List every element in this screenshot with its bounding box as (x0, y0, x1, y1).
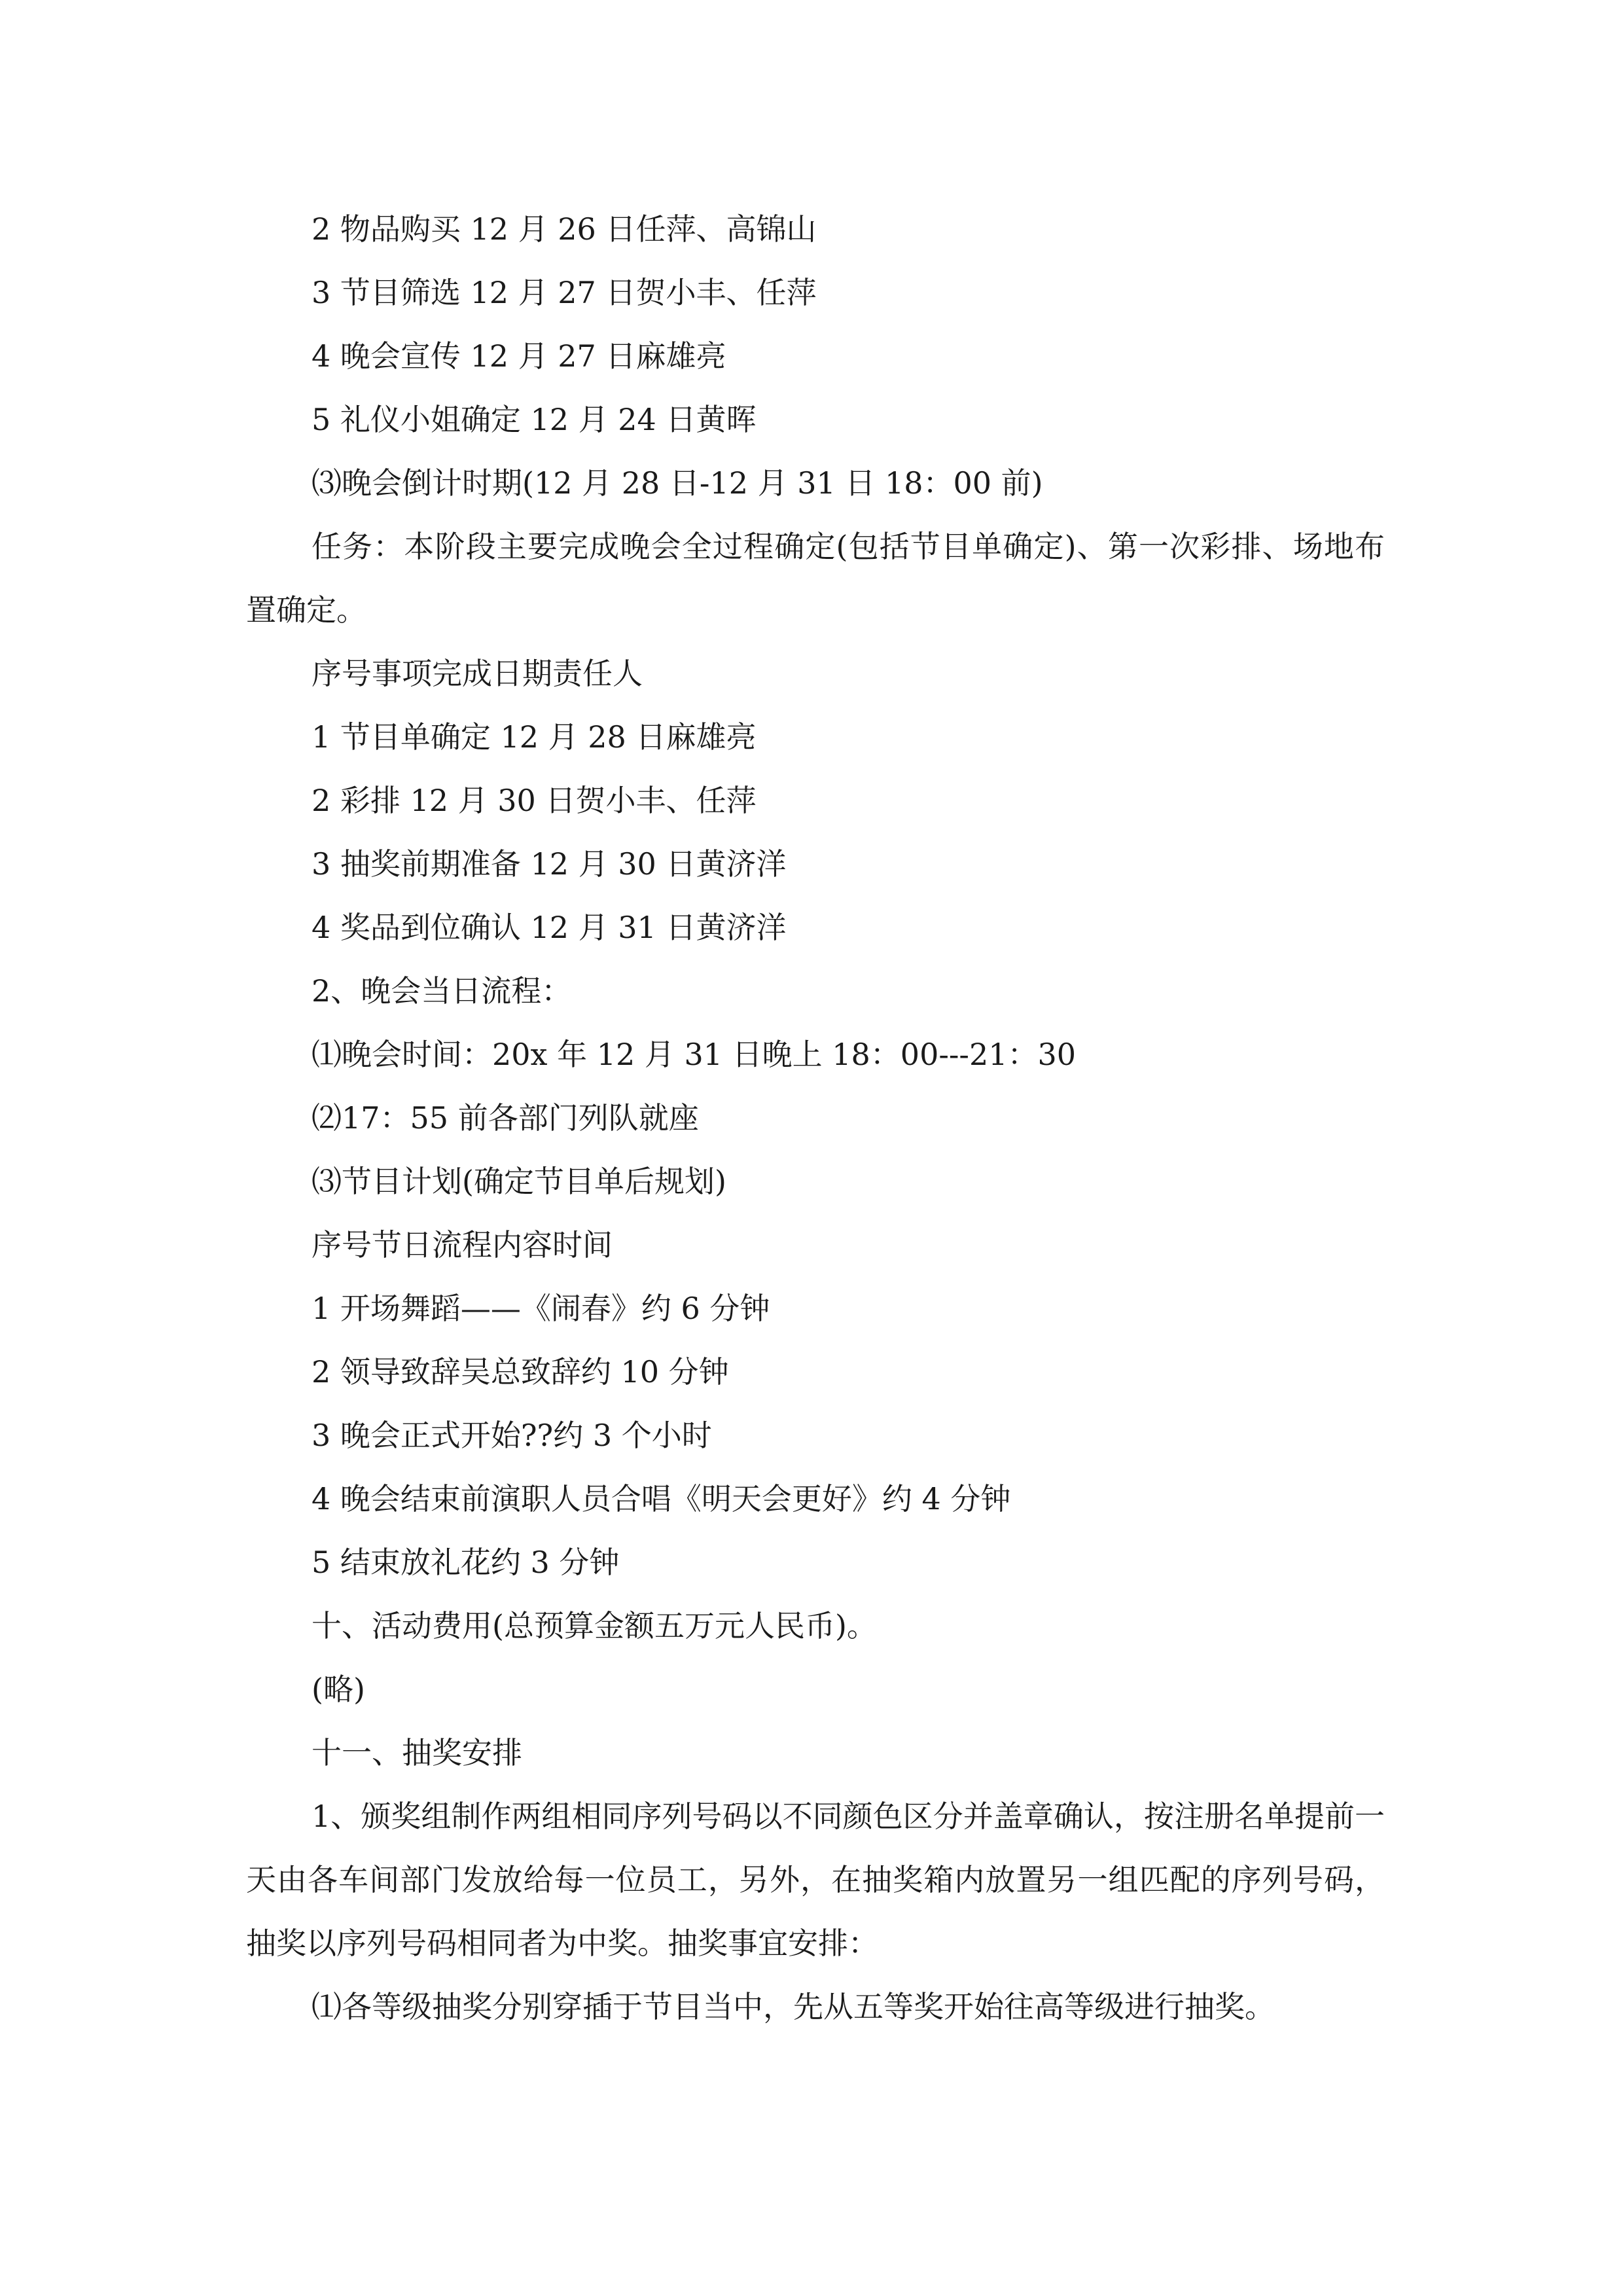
text-line: 4 晚会宣传 12 月 27 日麻雄亮 (312, 338, 726, 374)
text-line: 4 奖品到位确认 12 月 31 日黄济洋 (312, 910, 787, 945)
text-line: (略) (312, 1672, 365, 1707)
document-body (246, 198, 1385, 2039)
text-line: 2 物品购买 12 月 26 日任萍、高锦山 (312, 211, 817, 247)
text-line: 1 开场舞蹈——《闹春》约 6 分钟 (312, 1291, 770, 1326)
text-line: ⑵17：55 前各部门列队就座 (312, 1100, 699, 1136)
text-line: ⑴晚会时间：20x 年 12 月 31 日晚上 18：00---21：30 (312, 1037, 1077, 1072)
section-heading: 十、活动费用(总预算金额五万元人民币)。 (312, 1608, 877, 1643)
text-line: 3 抽奖前期准备 12 月 30 日黄济洋 (312, 846, 787, 882)
paragraph-lottery: 1、颁奖组制作两组相同序列号码以不同颜色区分并盖章确认，按注册名单提前一天由各车间部门发放给每一位员工，另外，在抽奖箱内放置另一组匹配的序列号码，抽奖以序列号码相同者为中奖。抽奖事宜安排： (246, 1799, 1385, 1961)
text-line: ⑶节目计划(确定节目单后规划) (312, 1164, 726, 1199)
text-line: 2 领导致辞吴总致辞约 10 分钟 (312, 1354, 729, 1390)
text-line: 3 节目筛选 12 月 27 日贺小丰、任萍 (312, 275, 817, 310)
text-line: 2 彩排 12 月 30 日贺小丰、任萍 (312, 783, 757, 818)
table-header-line: 序号事项完成日期责任人 (312, 656, 643, 691)
text-line: 3 晚会正式开始??约 3 个小时 (312, 1418, 712, 1453)
section-heading: 十一、抽奖安排 (312, 1735, 522, 1770)
table-header-line: 序号节日流程内容时间 (312, 1227, 613, 1263)
text-line: ⑴各等级抽奖分别穿插于节目当中，先从五等奖开始往高等级进行抽奖。 (312, 1989, 1275, 2024)
text-line: 5 礼仪小姐确定 12 月 24 日黄晖 (312, 402, 757, 437)
section-heading: 2、晚会当日流程： (312, 973, 572, 1009)
paragraph-task: 任务：本阶段主要完成晚会全过程确定(包括节目单确定)、第一次彩排、场地布置确定。 (246, 529, 1385, 628)
text-line: ⑶晚会倒计时期(12 月 28 日-12 月 31 日 18：00 前) (312, 465, 1043, 501)
text-line: 5 结束放礼花约 3 分钟 (312, 1545, 620, 1580)
text-line: 4 晚会结束前演职人员合唱《明天会更好》约 4 分钟 (312, 1481, 1011, 1516)
text-line: 1 节目单确定 12 月 28 日麻雄亮 (312, 719, 757, 755)
